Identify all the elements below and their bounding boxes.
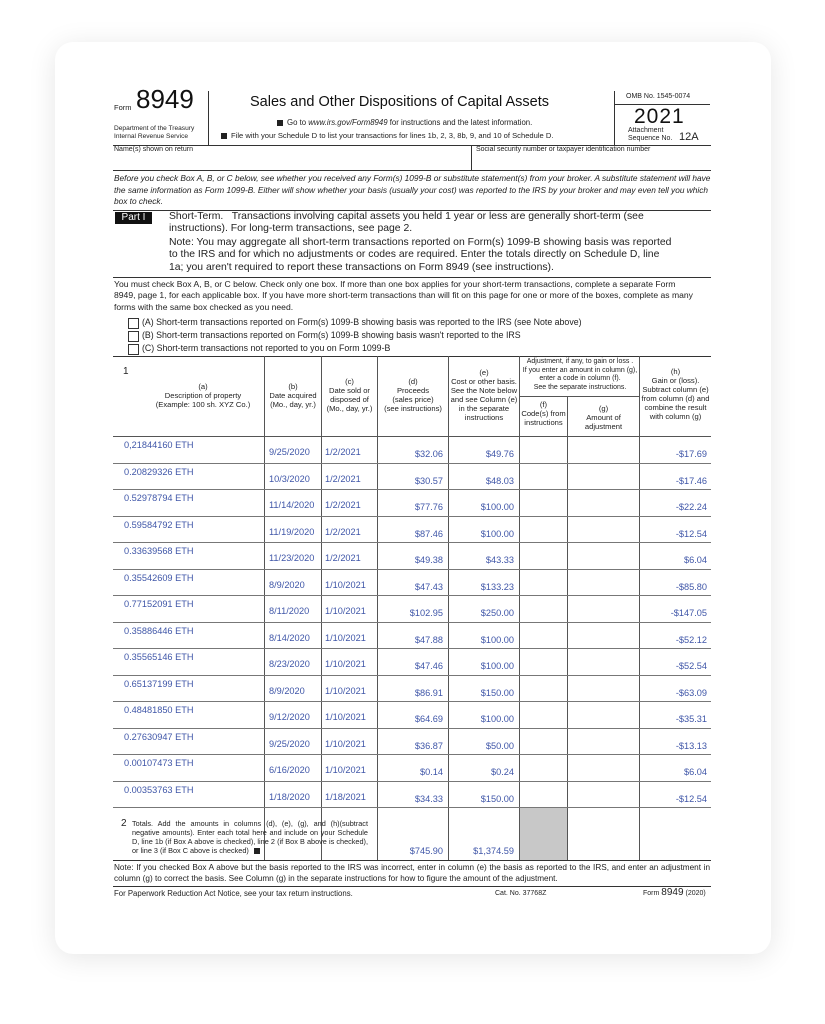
- form-number: 8949: [136, 84, 194, 114]
- row-proceeds[interactable]: $64.69: [414, 714, 443, 724]
- col-f-title: Code(s) from: [521, 409, 566, 418]
- header-divider-right: [614, 91, 615, 145]
- ssn-label: Social security number or taxpayer identification number: [476, 146, 651, 153]
- col-line-f: [519, 356, 520, 860]
- bottom-note: Note: If you checked Box A above but the basis reported to the IRS was incorrect, enter in column (e) the basis as reported to the IRS, and enter an adjustment in column (g) to correct the basis. See Column (g) in the separate instructions for how to figure the amount of the adjustment.: [114, 863, 710, 883]
- part-note: Note: You may aggregate all short-term transactions reported on Form(s) 1099-B showing basis was reported to the IRS and for which no adjustments or codes are required. Enter the totals directly on Schedule D, line 1a; you aren't required to report these transactions on Form 8949 (see instructions).: [169, 237, 672, 273]
- row-divider: [113, 728, 711, 729]
- row-date-acquired[interactable]: 11/23/2020: [269, 553, 315, 563]
- row-date-acquired[interactable]: 8/23/2020: [269, 659, 310, 669]
- attachment-label: Attachment: [628, 127, 664, 134]
- row-cost[interactable]: $150.00: [480, 793, 514, 804]
- name-ssn-divider: [471, 145, 472, 170]
- row-gain-loss[interactable]: -$12.54: [675, 793, 707, 804]
- part-title: Short-Term.: [169, 211, 224, 222]
- box-b-checkbox[interactable]: [128, 331, 139, 342]
- col-c-format: (Mo., day, yr.): [326, 404, 373, 413]
- row-description[interactable]: 0.77152091 ETH: [124, 599, 194, 609]
- row-description[interactable]: 0.00107473 ETH: [124, 758, 194, 768]
- row-gain-loss[interactable]: -$147.05: [670, 608, 707, 618]
- check-instructions: You must check Box A, B, or C below. Check only one box. If more than one box applies for your short-term transactions, complete a separate Form 8949, page 1, for each applicable box. If you have more short-term transactions than will fit on this page for one or more of the boxes, complete as many forms with the same box checked as you need.: [114, 279, 693, 312]
- row-cost[interactable]: $100.00: [480, 714, 514, 724]
- row-proceeds[interactable]: $34.33: [414, 793, 443, 804]
- table-top-rule: [113, 356, 711, 357]
- department-line: Department of the Treasury: [114, 125, 195, 132]
- part-desc: Transactions involving capital assets you held 1 year or less are generally short-term (see instructions). For long-term transactions, see page 2.: [169, 211, 644, 235]
- col-b-title: Date acquired: [269, 391, 317, 400]
- footer-form-id: [643, 887, 706, 898]
- row-cost[interactable]: $0.24: [491, 767, 514, 777]
- box-c-checkbox[interactable]: [128, 344, 139, 355]
- col-e-letter: (e): [479, 368, 489, 377]
- name-bottom-rule: [113, 170, 711, 171]
- col-h-header: [640, 367, 711, 421]
- row-gain-loss[interactable]: -$35.31: [675, 714, 707, 724]
- col-a-example: (Example: 100 sh. XYZ Co.): [155, 400, 251, 409]
- col-e-note-1: See the Note below: [450, 386, 518, 395]
- row-description[interactable]: 0.35542609 ETH: [124, 572, 194, 583]
- row-divider: [113, 781, 711, 782]
- adjustment-header: [519, 358, 641, 392]
- adjustment-subrule: [519, 396, 639, 397]
- footer-form-number: 8949: [661, 887, 684, 898]
- row-date-sold[interactable]: 1/2/2021: [325, 473, 361, 484]
- row-cost[interactable]: $100.00: [480, 502, 514, 512]
- line-2-label: 2: [121, 818, 127, 829]
- row-date-acquired[interactable]: 10/3/2020: [269, 473, 310, 484]
- row-date-acquired[interactable]: 6/16/2020: [269, 765, 310, 775]
- col-line-g: [567, 396, 568, 860]
- totals-cost[interactable]: $1,374.59: [473, 846, 514, 856]
- row-description[interactable]: 0.20829326 ETH: [124, 466, 194, 477]
- row-description[interactable]: 0.00353763 ETH: [124, 784, 194, 795]
- header-divider-left: [208, 91, 209, 145]
- row-date-acquired[interactable]: 11/19/2020: [269, 526, 315, 537]
- col-g-title: Amount of: [586, 413, 621, 422]
- row-proceeds[interactable]: $30.57: [414, 475, 443, 486]
- row-date-acquired[interactable]: 9/25/2020: [269, 738, 310, 749]
- row-divider: [113, 595, 711, 596]
- col-h-note-1: Subtract column (e): [642, 385, 709, 394]
- row-cost[interactable]: $100.00: [480, 528, 514, 539]
- row-date-sold[interactable]: 1/10/2021: [325, 606, 366, 616]
- row-gain-loss[interactable]: $6.04: [684, 767, 707, 777]
- row-divider: [113, 648, 711, 649]
- row-description[interactable]: 0.35565146 ETH: [124, 652, 194, 662]
- row-gain-loss[interactable]: -$52.54: [675, 661, 707, 671]
- instr-prefix: Go to: [287, 118, 307, 127]
- box-c-label: (C) Short-term transactions not reported to you on Form 1099-B: [142, 343, 391, 353]
- row-gain-loss[interactable]: -$17.46: [675, 475, 707, 486]
- box-a-checkbox[interactable]: [128, 318, 139, 329]
- totals-proceeds[interactable]: $745.90: [409, 846, 443, 856]
- totals-gray-f: [520, 808, 567, 860]
- row-description[interactable]: 0.52978794 ETH: [124, 493, 194, 503]
- row-divider: [113, 701, 711, 702]
- irs-line: Internal Revenue Service: [114, 133, 189, 140]
- footer-rule: [113, 886, 711, 887]
- row-description[interactable]: 0.65137199 ETH: [124, 678, 194, 689]
- col-h-title: Gain or (loss).: [651, 376, 700, 385]
- row-date-acquired[interactable]: 9/25/2020: [269, 447, 310, 457]
- row-proceeds[interactable]: $49.38: [414, 555, 443, 565]
- row-description[interactable]: 0.27630947 ETH: [124, 731, 194, 742]
- row-date-acquired[interactable]: 8/9/2020: [269, 579, 305, 590]
- row-gain-loss[interactable]: -$22.24: [675, 502, 707, 512]
- sequence-label: Sequence No.: [628, 135, 673, 142]
- row-divider: [113, 754, 711, 755]
- adj-line-4: See the separate instructions.: [533, 383, 627, 391]
- row-date-sold[interactable]: 1/2/2021: [325, 553, 361, 563]
- row-date-sold[interactable]: 1/18/2021: [325, 791, 366, 802]
- adj-line-3: enter a code in column (f).: [539, 375, 621, 383]
- row-date-sold[interactable]: 1/10/2021: [325, 579, 366, 590]
- sequence-number: 12A: [679, 131, 699, 143]
- form-page: [69, 56, 757, 940]
- name-label: Name(s) shown on return: [114, 146, 193, 153]
- row-divider: [113, 675, 711, 676]
- row-date-sold[interactable]: 1/10/2021: [325, 738, 366, 749]
- col-d-sub: (sales price): [392, 395, 434, 404]
- row-gain-loss[interactable]: $6.04: [684, 555, 707, 565]
- row-date-acquired[interactable]: 11/14/2020: [269, 500, 315, 510]
- row-description[interactable]: 0.59584792 ETH: [124, 519, 194, 530]
- bullet-icon: [221, 133, 227, 139]
- totals-text: [132, 819, 368, 855]
- row-cost[interactable]: $150.00: [480, 687, 514, 698]
- schedule-d-line: [221, 131, 554, 140]
- col-e-note-2: and see Column (e): [450, 395, 518, 404]
- col-b-format: (Mo., day, yr.): [270, 400, 316, 409]
- row-date-acquired[interactable]: 8/14/2020: [269, 632, 310, 643]
- footer-form-year: (2020): [685, 890, 706, 897]
- row-date-sold[interactable]: 1/2/2021: [325, 500, 361, 510]
- row-date-acquired[interactable]: 9/12/2020: [269, 712, 310, 722]
- row-proceeds[interactable]: $77.76: [414, 502, 443, 512]
- row-divider: [113, 569, 711, 570]
- totals-description: Totals. Add the amounts in columns (d), (e), (g), and (h)(subtract negative amounts). Enter each total here and include on your Schedule D, line 1b (if Box A above is checked), line 2 (if Box B above is checked), or line 3 (if Box C above is checked): [132, 819, 368, 856]
- adj-line-2: If you enter an amount in column (g),: [522, 366, 638, 374]
- col-h-note-3: combine the result: [644, 403, 707, 412]
- row-proceeds[interactable]: $32.06: [414, 449, 443, 459]
- bullet-icon: [277, 120, 283, 126]
- col-g-sub: adjustment: [584, 422, 623, 431]
- row-date-acquired[interactable]: 1/18/2020: [269, 791, 310, 802]
- form-word: Form: [114, 103, 132, 112]
- col-d-letter: (d): [408, 377, 418, 386]
- row-description[interactable]: 0.33639568 ETH: [124, 546, 194, 556]
- adj-line-1: Adjustment, if any, to gain or loss .: [526, 358, 634, 365]
- row-date-sold[interactable]: 1/10/2021: [325, 685, 366, 696]
- col-g-header: [568, 404, 639, 431]
- col-line-c: [321, 356, 322, 860]
- row-proceeds[interactable]: $36.87: [414, 740, 443, 751]
- header-bottom-table-rule: [113, 436, 711, 437]
- col-e-header: [449, 368, 519, 422]
- intro-text: Before you check Box A, B, or C below, see whether you received any Form(s) 1099-B or substitute statement(s) from your broker. A substitute statement will have the same information as Form 1099-B. Either will show whether your basis (usually your cost) was reported to the IRS by your broker and may even tell you which box to check.: [114, 173, 711, 206]
- row-proceeds[interactable]: $87.46: [414, 528, 443, 539]
- row-cost[interactable]: $48.03: [485, 475, 514, 486]
- row-date-sold[interactable]: 1/10/2021: [325, 632, 366, 643]
- row-date-sold[interactable]: 1/2/2021: [325, 526, 361, 537]
- col-g-letter: (g): [598, 404, 609, 413]
- row-proceeds[interactable]: $47.43: [414, 581, 443, 592]
- row-proceeds[interactable]: $102.95: [409, 608, 443, 618]
- schedule-d-text: File with your Schedule D to list your transactions for lines 1b, 2, 3, 8b, 9, and 10 of Schedule D.: [231, 131, 554, 140]
- col-e-note-3: in the separate: [458, 404, 510, 413]
- instructions-line: [277, 118, 532, 127]
- row-divider: [113, 807, 711, 808]
- row-cost[interactable]: $43.33: [485, 555, 514, 565]
- row-date-sold[interactable]: 1/10/2021: [325, 659, 366, 669]
- col-f-letter: (f): [539, 400, 548, 409]
- row-date-sold[interactable]: 1/10/2021: [325, 712, 366, 722]
- row-cost[interactable]: $100.00: [480, 634, 514, 645]
- row-proceeds[interactable]: $86.91: [414, 687, 443, 698]
- row-divider: [113, 622, 711, 623]
- col-c-title: Date sold or: [329, 386, 370, 395]
- row-proceeds[interactable]: $47.88: [414, 634, 443, 645]
- col-f-sub: instructions: [524, 418, 563, 427]
- col-line-b: [264, 356, 265, 860]
- part-description: [169, 211, 704, 236]
- row-gain-loss[interactable]: -$13.13: [675, 740, 707, 751]
- row-gain-loss[interactable]: -$17.69: [675, 449, 707, 459]
- row-date-acquired[interactable]: 8/9/2020: [269, 685, 305, 696]
- form-title: Sales and Other Dispositions of Capital Assets: [250, 94, 550, 110]
- irs-form-link[interactable]: www.irs.gov/Form8949: [308, 118, 388, 127]
- col-c-title-2: disposed of: [330, 395, 369, 404]
- row-divider: [113, 489, 711, 490]
- part-badge: Part I: [115, 212, 152, 224]
- box-a-label: (A) Short-term transactions reported on Form(s) 1099-B showing basis was reported to the IRS (see Note above): [142, 317, 582, 327]
- row-cost[interactable]: $49.76: [485, 449, 514, 459]
- row-cost[interactable]: $100.00: [480, 661, 514, 671]
- footer-form-word: Form: [643, 890, 660, 897]
- row-cost[interactable]: $50.00: [485, 740, 514, 751]
- instr-suffix: for instructions and the latest information.: [389, 118, 533, 127]
- box-b-label: (B) Short-term transactions reported on Form(s) 1099-B showing basis wasn't reported to the IRS: [142, 330, 521, 340]
- col-d-header: [378, 377, 448, 413]
- col-c-header: [322, 377, 377, 413]
- row-cost[interactable]: $133.23: [480, 581, 514, 592]
- row-cost[interactable]: $250.00: [480, 608, 514, 618]
- col-d-note: (see instructions): [384, 404, 442, 413]
- row-divider: [113, 463, 711, 464]
- row-date-sold[interactable]: 1/2/2021: [325, 447, 361, 457]
- col-c-letter: (c): [345, 377, 354, 386]
- row-gain-loss[interactable]: -$52.12: [675, 634, 707, 645]
- col-a-letter: (a): [198, 382, 208, 391]
- paperwork-notice: For Paperwork Reduction Act Notice, see your tax return instructions.: [114, 889, 353, 898]
- col-f-header: [520, 400, 567, 427]
- row-proceeds[interactable]: $47.46: [414, 661, 443, 671]
- col-e-note-4: instructions: [464, 413, 504, 422]
- row-divider: [113, 542, 711, 543]
- col-b-header: [265, 382, 321, 409]
- row-date-acquired[interactable]: 8/11/2020: [269, 606, 310, 616]
- omb-number: OMB No. 1545-0074: [626, 93, 691, 100]
- col-h-letter: (h): [670, 367, 681, 376]
- table-bottom-rule: [113, 860, 711, 861]
- part-bottom-rule: [113, 277, 711, 278]
- tax-year: 2021: [634, 105, 685, 128]
- bullet-icon: [254, 848, 260, 854]
- col-d-title: Proceeds: [396, 386, 430, 395]
- row-description[interactable]: 0,21844160 ETH: [124, 440, 194, 450]
- row-gain-loss[interactable]: -$85.80: [675, 581, 707, 592]
- row-description[interactable]: 0.48481850 ETH: [124, 705, 194, 715]
- row-divider: [113, 516, 711, 517]
- col-b-letter: (b): [288, 382, 298, 391]
- row-gain-loss[interactable]: -$63.09: [675, 687, 707, 698]
- line-1-label: 1: [123, 366, 129, 377]
- row-proceeds[interactable]: $0.14: [420, 767, 443, 777]
- row-date-sold[interactable]: 1/10/2021: [325, 765, 366, 775]
- row-gain-loss[interactable]: -$12.54: [675, 528, 707, 539]
- row-description[interactable]: 0.35886446 ETH: [124, 625, 194, 636]
- col-a-title: Description of property: [164, 391, 242, 400]
- col-a-header: [149, 382, 257, 409]
- col-e-title: Cost or other basis.: [451, 377, 517, 386]
- col-h-note-2: from column (d) and: [641, 394, 710, 403]
- col-h-note-4: with column (g): [649, 412, 702, 421]
- catalog-number: Cat. No. 37768Z: [495, 890, 547, 897]
